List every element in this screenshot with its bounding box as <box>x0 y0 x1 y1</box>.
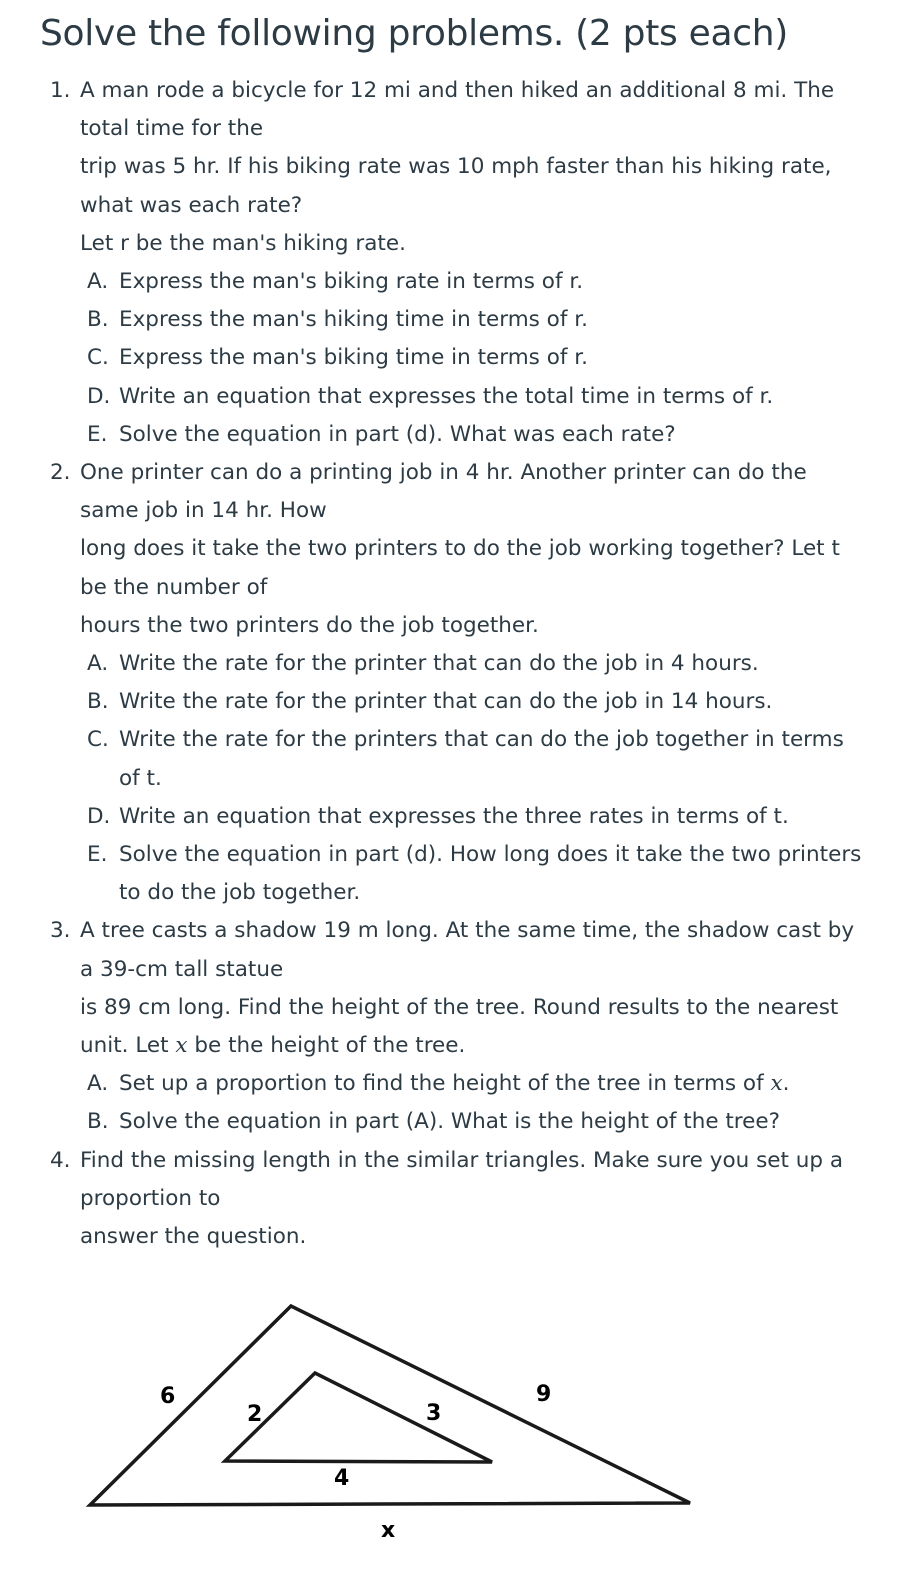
part-text: Write the rate for the printer that can do the job in 4 hours. <box>119 651 759 677</box>
part-text: Write an equation that expresses the three rates in terms of t. <box>119 803 789 829</box>
similar-triangles-figure <box>0 1280 904 1580</box>
part-text: Express the man's hiking time in terms of r. <box>119 307 588 333</box>
problem-list <box>0 72 904 1256</box>
problem-text-line: long does it take the two printers to do the job working together? Let t <box>80 536 840 562</box>
problem-text-line: a 39-cm tall statue <box>80 956 284 982</box>
part-item <box>79 301 880 339</box>
part-item <box>79 798 880 836</box>
math-variable: x <box>175 1033 188 1059</box>
problem-text-line: what was each rate? <box>80 192 303 218</box>
part-letter: D. <box>87 383 111 409</box>
part-letter: B. <box>87 689 109 715</box>
part-item <box>79 645 880 683</box>
part-item <box>79 1103 880 1141</box>
label-inner-left-side: 2 <box>247 1402 263 1427</box>
problem-text-line: Find the missing length in the similar triangles. Make sure you set up a <box>80 1147 844 1173</box>
part-letter: D. <box>87 803 111 829</box>
problem-text-line: be the number of <box>80 574 268 600</box>
part-text: of t. <box>119 765 162 791</box>
math-variable: x <box>770 1071 783 1097</box>
part-letter: C. <box>87 727 109 753</box>
triangles-diagram <box>0 1280 904 1580</box>
label-outer-left-side: 6 <box>160 1384 176 1409</box>
part-letter: A. <box>87 651 109 677</box>
problem-text-line: A tree casts a shadow 19 m long. At the same time, the shadow cast by <box>80 918 855 944</box>
part-text: Write the rate for the printers that can do the job together in terms <box>119 727 844 753</box>
problem-number: 4. <box>50 1147 71 1173</box>
problem-text-line: proportion to <box>80 1185 221 1211</box>
part-text: Express the man's biking rate in terms of r. <box>119 269 584 295</box>
text-fragment: unit. Let <box>80 1033 176 1059</box>
part-list <box>80 645 880 912</box>
problem-2 <box>0 454 904 912</box>
problem-text-line: total time for the <box>80 116 264 142</box>
problem-number: 3. <box>50 918 71 944</box>
problem-text-line: A man rode a bicycle for 12 mi and then hiked an additional 8 mi. The <box>80 78 835 103</box>
part-item <box>79 416 880 454</box>
part-text: Express the man's biking time in terms of r. <box>119 345 588 371</box>
problem-text-line: trip was 5 hr. If his biking rate was 10 mph faster than his hiking rate, <box>80 154 832 180</box>
problem-number: 1. <box>50 78 71 103</box>
part-text: Solve the equation in part (d). What was each rate? <box>119 421 676 447</box>
part-letter: B. <box>87 1109 109 1135</box>
problem-text-line: same job in 14 hr. How <box>80 498 327 524</box>
part-text <box>119 1065 880 1103</box>
label-outer-base: x <box>381 1518 396 1543</box>
label-inner-base: 4 <box>334 1466 350 1491</box>
part-item <box>79 683 880 721</box>
problem-number: 2. <box>50 460 71 486</box>
part-text: to do the job together. <box>119 880 361 906</box>
part-letter: A. <box>87 1071 109 1097</box>
part-item <box>79 1065 880 1103</box>
problem-text-line <box>80 1027 880 1065</box>
problem-text-line: One printer can do a printing job in 4 hr. Another printer can do the <box>80 460 807 486</box>
problem-3 <box>0 912 904 1141</box>
page-title: Solve the following problems. (2 pts each) <box>40 13 789 54</box>
problem-1 <box>0 72 904 454</box>
part-letter: E. <box>87 842 108 868</box>
part-text: Write the rate for the printer that can do the job in 14 hours. <box>119 689 773 715</box>
label-inner-right-side: 3 <box>426 1401 442 1426</box>
part-list <box>80 1065 880 1141</box>
text-fragment: . <box>782 1071 790 1097</box>
text-fragment: Set up a proportion to find the height of the tree in terms of <box>119 1071 771 1097</box>
part-list <box>80 263 880 454</box>
problem-text-line: answer the question. <box>80 1224 307 1250</box>
part-text: Solve the equation in part (A). What is the height of the tree? <box>119 1109 781 1135</box>
part-letter: B. <box>87 307 109 333</box>
part-item <box>79 378 880 416</box>
part-item <box>79 721 880 797</box>
part-letter: E. <box>87 421 108 447</box>
part-letter: C. <box>87 345 109 371</box>
label-outer-right-side: 9 <box>536 1382 552 1407</box>
part-item <box>79 263 880 301</box>
problem-4 <box>0 1142 904 1257</box>
part-text: Write an equation that expresses the total time in terms of r. <box>119 383 774 409</box>
part-letter: A. <box>87 269 109 295</box>
problem-text-line: Let r be the man's hiking rate. <box>80 230 406 256</box>
part-text: Solve the equation in part (d). How long does it take the two printers <box>119 842 862 868</box>
outer-triangle <box>90 1306 690 1505</box>
problem-text-line: hours the two printers do the job together. <box>80 612 539 638</box>
part-item <box>79 339 880 377</box>
text-fragment: be the height of the tree. <box>187 1033 466 1059</box>
problem-text-line: is 89 cm long. Find the height of the tree. Round results to the nearest <box>80 994 839 1020</box>
part-item <box>79 836 880 912</box>
